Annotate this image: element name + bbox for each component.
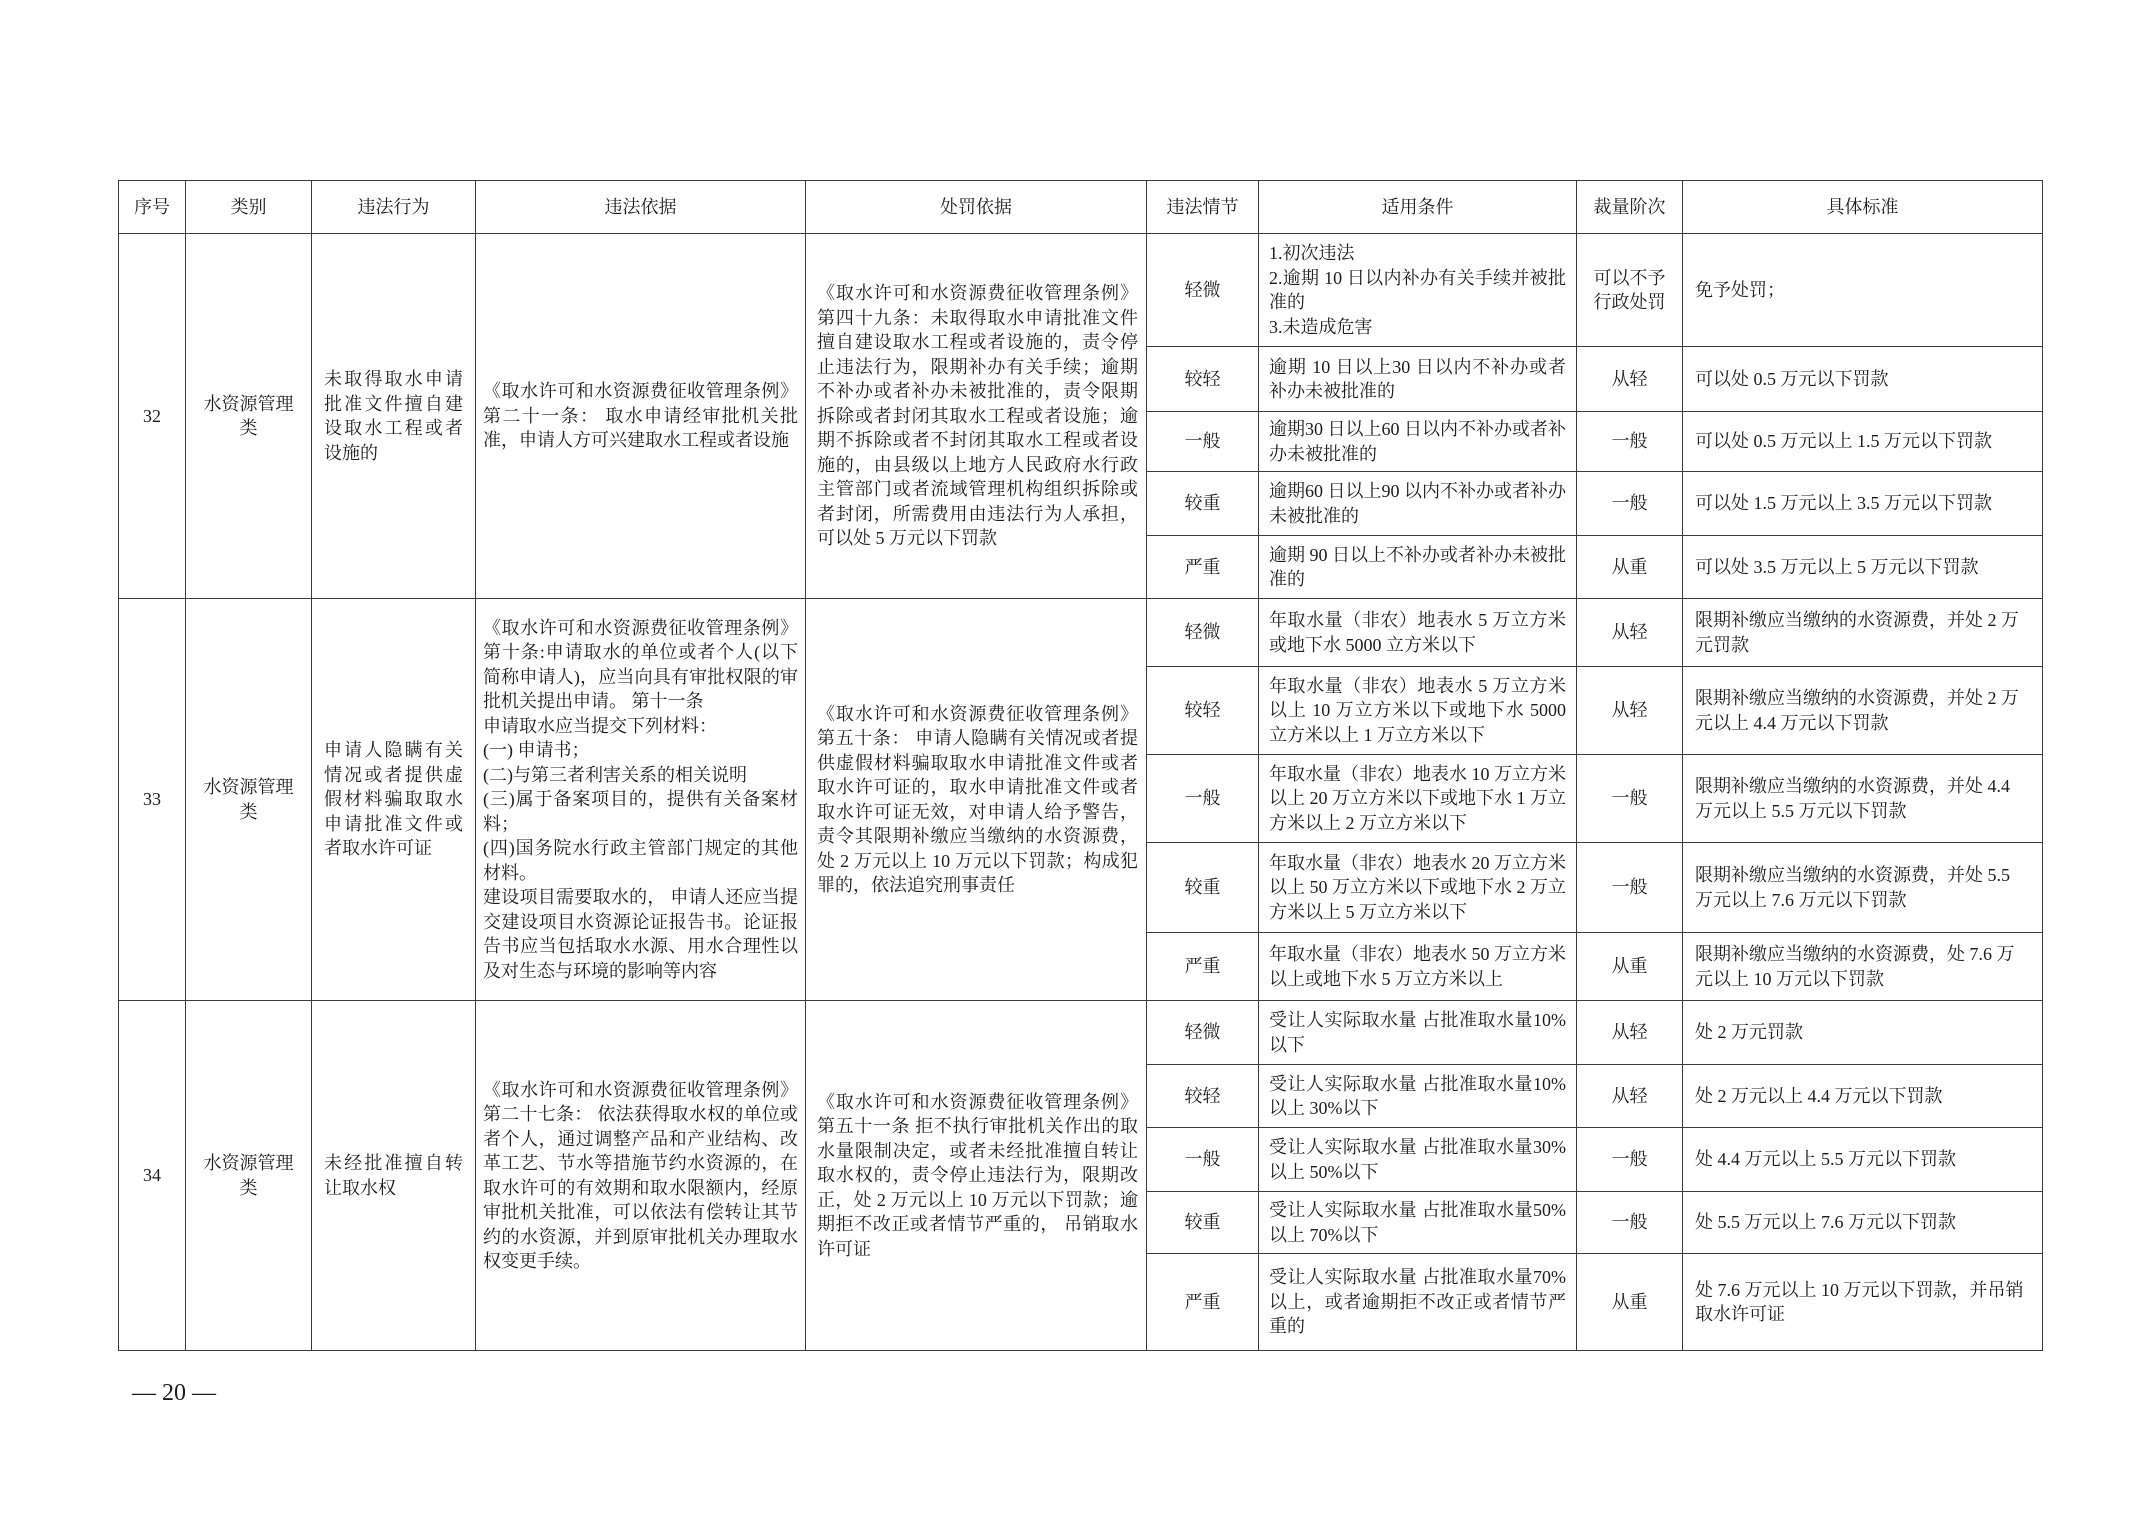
violation-basis-cell: 《取水许可和水资源费征收管理条例》第二十七条： 依法获得取水权的单位或者个人，通过调整产品和产业结构、改革工艺、节水等措施节约水资源的，在取水许可的有效期和取水限额内，经原审批机关批准，可以依法有偿转让其节约的水资源，并到原审批机关办理取水权变更手续。 [476,1001,806,1351]
condition-cell: 受让人实际取水量 占批准取水量30%以上 50%以下 [1259,1128,1577,1192]
standard-cell: 处 2 万元罚款 [1683,1001,2043,1065]
table-row [119,1001,2043,1065]
circumstance-cell: 较重 [1147,472,1259,536]
condition-cell: 年取水量（非农）地表水 5 万立方米以上 10 万立方米以下或地下水 5000 立方米以上 1 万立方米以下 [1259,667,1577,755]
item-number-cell: 34 [119,1001,186,1351]
discretion-tier-cell: 一般 [1577,1128,1683,1192]
standard-cell: 可以处 3.5 万元以上 5 万元以下罚款 [1683,536,2043,599]
condition-cell: 年取水量（非农）地表水 5 万立方米或地下水 5000 立方米以下 [1259,599,1577,667]
circumstance-cell: 一般 [1147,1128,1259,1192]
circumstance-cell: 一般 [1147,412,1259,472]
violation-act-cell: 申请人隐瞒有关情况或者提供虚假材料骗取取水申请批准文件或者取水许可证 [312,599,476,1001]
violation-basis-cell: 《取水许可和水资源费征收管理条例》第十条:申请取水的单位或者个人(以下简称申请人)，应当向具有审批权限的审批机关提出申请。 第十一条 申请取水应当提交下列材料： (一) 申请书； (二)与第三者利害关系的相关说明 (三)属于备案项目的，提供有关备案材料； (四)国务院水行政主管部门规定的其他材料。 建设项目需要取水的， 申请人还应当提交建设项目水资源论证报告书。论证报告书应当包括取水水源、用水合理性以及对生态与环境的影响等内容 [476,599,806,1001]
discretion-tier-cell: 从轻 [1577,599,1683,667]
circumstance-cell: 严重 [1147,536,1259,599]
condition-cell: 逾期30 日以上60 日以内不补办或者补办未被批准的 [1259,412,1577,472]
discretion-tier-cell: 从轻 [1577,347,1683,412]
standard-cell: 限期补缴应当缴纳的水资源费，并处 4.4 万元以上 5.5 万元以下罚款 [1683,755,2043,843]
standard-cell: 处 5.5 万元以上 7.6 万元以下罚款 [1683,1192,2043,1254]
standard-cell: 可以处 1.5 万元以上 3.5 万元以下罚款 [1683,472,2043,536]
column-header-no: 序号 [119,181,186,234]
category-cell: 水资源管理类 [186,599,312,1001]
circumstance-cell: 较重 [1147,843,1259,933]
column-header-penalty-basis: 处罚依据 [806,181,1147,234]
discretion-tier-cell: 从轻 [1577,1065,1683,1128]
circumstance-cell: 严重 [1147,1254,1259,1351]
condition-cell: 年取水量（非农）地表水 20 万立方米以上 50 万立方米以下或地下水 2 万立方米以上 5 万立方米以下 [1259,843,1577,933]
standard-cell: 可以处 0.5 万元以下罚款 [1683,347,2043,412]
standard-cell: 限期补缴应当缴纳的水资源费，处 7.6 万元以上 10 万元以下罚款 [1683,933,2043,1001]
penalty-basis-cell: 《取水许可和水资源费征收管理条例》第五十条： 申请人隐瞒有关情况或者提供虚假材料骗取取水申请批准文件或者取水许可证的，取水申请批准文件或者取水许可证无效，对申请人给予警告，责令其限期补缴应当缴纳的水资源费，处 2 万元以上 10 万元以下罚款；构成犯罪的，依法追究刑事责任 [806,599,1147,1001]
condition-cell: 1.初次违法 2.逾期 10 日以内补办有关手续并被批准的 3.未造成危害 [1259,234,1577,347]
discretion-tier-cell: 从重 [1577,536,1683,599]
penalty-basis-cell: 《取水许可和水资源费征收管理条例》第四十九条：未取得取水申请批准文件擅自建设取水工程或者设施的，责令停止违法行为，限期补办有关手续；逾期不补办或者补办未被批准的，责令限期拆除或者封闭其取水工程或者设施；逾期不拆除或者不封闭其取水工程或者设施的，由县级以上地方人民政府水行政主管部门或者流域管理机构组织拆除或者封闭，所需费用由违法行为人承担，可以处 5 万元以下罚款 [806,234,1147,599]
condition-cell: 受让人实际取水量 占批准取水量10%以上 30%以下 [1259,1065,1577,1128]
circumstance-cell: 较轻 [1147,667,1259,755]
circumstance-cell: 轻微 [1147,599,1259,667]
violation-basis-cell: 《取水许可和水资源费征收管理条例》第二十一条： 取水申请经审批机关批准，申请人方可兴建取水工程或者设施 [476,234,806,599]
circumstance-cell: 较轻 [1147,347,1259,412]
column-header-standard: 具体标准 [1683,181,2043,234]
page-number: — 20 — [132,1380,216,1406]
standard-cell: 限期补缴应当缴纳的水资源费，并处 5.5 万元以上 7.6 万元以下罚款 [1683,843,2043,933]
column-header-condition: 适用条件 [1259,181,1577,234]
item-number-cell: 32 [119,234,186,599]
condition-cell: 受让人实际取水量 占批准取水量70% 以上，或者逾期拒不改正或者情节严重的 [1259,1254,1577,1351]
table-row [119,234,2043,347]
column-header-act: 违法行为 [312,181,476,234]
circumstance-cell: 严重 [1147,933,1259,1001]
condition-cell: 年取水量（非农）地表水 10 万立方米以上 20 万立方米以下或地下水 1 万立方米以上 2 万立方米以下 [1259,755,1577,843]
circumstance-cell: 一般 [1147,755,1259,843]
discretion-tier-cell: 从轻 [1577,667,1683,755]
penalty-basis-cell: 《取水许可和水资源费征收管理条例》第五十一条 拒不执行审批机关作出的取水量限制决定，或者未经批准擅自转让取水权的，责令停止违法行为，限期改正，处 2 万元以上 10 万元以下罚款；逾期拒不改正或者情节严重的， 吊销取水许可证 [806,1001,1147,1351]
column-header-category: 类别 [186,181,312,234]
violation-act-cell: 未经批准擅自转让取水权 [312,1001,476,1351]
condition-cell: 逾期 90 日以上不补办或者补办未被批准的 [1259,536,1577,599]
circumstance-cell: 轻微 [1147,234,1259,347]
table-row [119,599,2043,667]
standard-cell: 限期补缴应当缴纳的水资源费，并处 2 万元罚款 [1683,599,2043,667]
condition-cell: 逾期 10 日以上30 日以内不补办或者补办未被批准的 [1259,347,1577,412]
category-cell: 水资源管理类 [186,234,312,599]
standard-cell: 处 2 万元以上 4.4 万元以下罚款 [1683,1065,2043,1128]
discretion-tier-cell: 从轻 [1577,1001,1683,1065]
item-number-cell: 33 [119,599,186,1001]
condition-cell: 受让人实际取水量 占批准取水量10%以下 [1259,1001,1577,1065]
violation-act-cell: 未取得取水申请批准文件擅自建设取水工程或者设施的 [312,234,476,599]
column-header-tier: 裁量阶次 [1577,181,1683,234]
discretion-tier-cell: 一般 [1577,412,1683,472]
column-header-circumstance: 违法情节 [1147,181,1259,234]
discretion-tier-cell: 一般 [1577,1192,1683,1254]
category-cell: 水资源管理类 [186,1001,312,1351]
column-header-basis: 违法依据 [476,181,806,234]
discretion-tier-cell: 可以不予行政处罚 [1577,234,1683,347]
standard-cell: 处 7.6 万元以上 10 万元以下罚款，并吊销取水许可证 [1683,1254,2043,1351]
standard-cell: 可以处 0.5 万元以上 1.5 万元以下罚款 [1683,412,2043,472]
penalty-standards-table [118,180,2043,1351]
discretion-tier-cell: 一般 [1577,472,1683,536]
condition-cell: 逾期60 日以上90 以内不补办或者补办未被批准的 [1259,472,1577,536]
discretion-tier-cell: 从重 [1577,933,1683,1001]
discretion-tier-cell: 一般 [1577,843,1683,933]
standard-cell: 免予处罚； [1683,234,2043,347]
circumstance-cell: 轻微 [1147,1001,1259,1065]
circumstance-cell: 较重 [1147,1192,1259,1254]
circumstance-cell: 较轻 [1147,1065,1259,1128]
discretion-tier-cell: 从重 [1577,1254,1683,1351]
condition-cell: 年取水量（非农）地表水 50 万立方米以上或地下水 5 万立方米以上 [1259,933,1577,1001]
discretion-tier-cell: 一般 [1577,755,1683,843]
standard-cell: 处 4.4 万元以上 5.5 万元以下罚款 [1683,1128,2043,1192]
standard-cell: 限期补缴应当缴纳的水资源费，并处 2 万元以上 4.4 万元以下罚款 [1683,667,2043,755]
table-header-row [119,181,2043,234]
condition-cell: 受让人实际取水量 占批准取水量50%以上 70%以下 [1259,1192,1577,1254]
